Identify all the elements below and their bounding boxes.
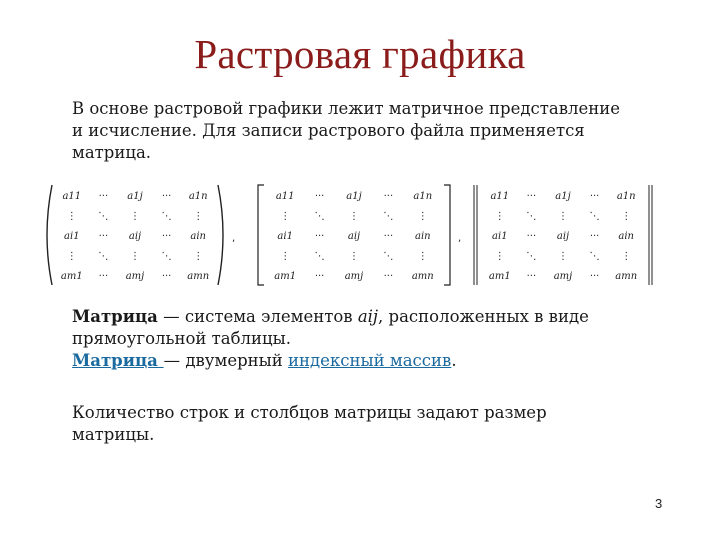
matrix-ellipsis: ⋱ bbox=[314, 251, 325, 262]
matrix-cell: amj bbox=[344, 271, 364, 282]
matrix-cell: am1 bbox=[60, 271, 83, 282]
matrix-ellipsis: ⋮ bbox=[349, 251, 359, 262]
matrix-ellipsis: ⋱ bbox=[589, 251, 600, 262]
matrix-cell: a1n bbox=[616, 191, 636, 202]
matrix-ellipsis: ··· bbox=[314, 231, 325, 242]
matrix-cell: aij bbox=[556, 231, 570, 242]
matrix-cell: a1j bbox=[555, 191, 571, 202]
matrix-ellipsis: ··· bbox=[589, 231, 600, 242]
matrix-cell: a1n bbox=[188, 191, 208, 202]
matrix-ellipsis: ⋮ bbox=[193, 251, 204, 262]
matrix-ellipsis: ··· bbox=[526, 231, 537, 242]
intro-line: и исчисление. Для записи растрового файла применяется bbox=[72, 121, 585, 140]
matrix-ellipsis: ⋮ bbox=[130, 211, 140, 222]
matrix-ellipsis: ⋱ bbox=[383, 251, 394, 262]
matrix-cell: a1j bbox=[127, 191, 143, 202]
matrix-ellipsis: ⋮ bbox=[280, 211, 291, 222]
matrix-ellipsis: ⋱ bbox=[98, 251, 109, 262]
definition-mid-text: — двумерный bbox=[163, 351, 289, 370]
matrix-ellipsis: ⋮ bbox=[130, 251, 140, 262]
matrix-cell: aij bbox=[128, 231, 142, 242]
matrix-ellipsis: ⋮ bbox=[66, 211, 77, 222]
size-line: Количество строк и столбцов матрицы задают размер bbox=[72, 403, 547, 422]
matrix-ellipsis: ··· bbox=[383, 191, 394, 202]
matrix-cell: aij bbox=[347, 231, 361, 242]
matrix-ellipsis: ··· bbox=[314, 271, 325, 282]
matrix-ellipsis: ⋮ bbox=[349, 211, 359, 222]
matrix-link[interactable]: Матрица bbox=[72, 351, 164, 370]
matrix-ellipsis: ··· bbox=[98, 231, 109, 242]
matrix-notations-figure bbox=[42, 183, 660, 287]
matrix-cell: ai1 bbox=[492, 231, 508, 242]
matrix-cell: amn bbox=[411, 271, 434, 282]
definition-text: — система элементов bbox=[157, 307, 358, 326]
matrix-ellipsis: ··· bbox=[383, 271, 394, 282]
matrix-ellipsis: ⋮ bbox=[494, 251, 505, 262]
definition-line-1 bbox=[72, 306, 682, 328]
definition-paragraph bbox=[72, 306, 682, 372]
matrix-cell: a1j bbox=[346, 191, 362, 202]
matrix-ellipsis: ··· bbox=[383, 231, 394, 242]
matrix-ellipsis: ⋱ bbox=[526, 251, 537, 262]
matrix-ellipsis: ··· bbox=[161, 191, 172, 202]
definition-term: Матрица bbox=[72, 307, 158, 326]
intro-line: В основе растровой графики лежит матричное представление bbox=[72, 99, 621, 118]
matrix-cell: ain bbox=[618, 231, 635, 242]
matrix-ellipsis: ⋮ bbox=[417, 251, 428, 262]
size-line: матрицы. bbox=[72, 425, 155, 444]
matrix-ellipsis: ⋱ bbox=[98, 211, 109, 222]
matrix-cell: ain bbox=[190, 231, 207, 242]
intro-line: матрица. bbox=[72, 143, 152, 162]
definition-variable: aij bbox=[357, 307, 379, 326]
index-array-link[interactable]: индексный массив bbox=[288, 351, 452, 370]
matrix-right-paren bbox=[218, 185, 223, 285]
matrix-ellipsis: ··· bbox=[589, 271, 600, 282]
matrix-ellipsis: ··· bbox=[161, 231, 172, 242]
matrix-ellipsis: ⋮ bbox=[558, 251, 568, 262]
matrix-cell: a11 bbox=[490, 191, 510, 202]
matrix-ellipsis: ⋮ bbox=[558, 211, 568, 222]
matrix-ellipsis: ⋱ bbox=[314, 211, 325, 222]
matrix-svg bbox=[42, 183, 660, 287]
matrix-ellipsis: ··· bbox=[98, 271, 109, 282]
matrix-ellipsis: ⋮ bbox=[494, 211, 505, 222]
matrix-ellipsis: ··· bbox=[161, 271, 172, 282]
matrix-ellipsis: ··· bbox=[98, 191, 109, 202]
matrix-left-bracket bbox=[258, 185, 264, 285]
matrix-ellipsis: ··· bbox=[526, 271, 537, 282]
matrix-cell: a11 bbox=[62, 191, 82, 202]
intro-paragraph bbox=[72, 98, 672, 164]
matrix-cell: a1n bbox=[413, 191, 433, 202]
matrix-ellipsis: ⋮ bbox=[66, 251, 77, 262]
matrix-cell: am1 bbox=[274, 271, 297, 282]
matrix-ellipsis: ⋱ bbox=[161, 211, 172, 222]
matrix-ellipsis: ⋱ bbox=[161, 251, 172, 262]
matrix-ellipsis: ⋮ bbox=[417, 211, 428, 222]
matrix-ellipsis: ⋮ bbox=[621, 211, 632, 222]
matrix-ellipsis: ⋱ bbox=[383, 211, 394, 222]
matrix-ellipsis: ⋮ bbox=[280, 251, 291, 262]
slide-title: Растровая графика bbox=[194, 31, 526, 77]
matrix-ellipsis: ··· bbox=[589, 191, 600, 202]
matrix-ellipsis: ⋮ bbox=[621, 251, 632, 262]
matrix-right-bracket bbox=[444, 185, 450, 285]
matrix-ellipsis: ⋱ bbox=[589, 211, 600, 222]
matrix-left-paren bbox=[47, 185, 52, 285]
definition-line-2: прямоугольной таблицы. bbox=[72, 329, 292, 348]
page-number: 3 bbox=[655, 496, 663, 511]
matrix-ellipsis: ⋱ bbox=[526, 211, 537, 222]
matrix-cell: amj bbox=[553, 271, 573, 282]
matrix-ellipsis: ··· bbox=[314, 191, 325, 202]
matrix-cell: amj bbox=[125, 271, 145, 282]
definition-text: , расположенных в виде bbox=[378, 307, 589, 326]
matrix-separator: , bbox=[458, 233, 462, 244]
matrix-ellipsis: ⋮ bbox=[193, 211, 204, 222]
matrix-cell: ain bbox=[414, 231, 431, 242]
matrix-cell: amn bbox=[187, 271, 210, 282]
definition-end-text: . bbox=[451, 351, 457, 370]
matrix-cell: ai1 bbox=[277, 231, 293, 242]
size-paragraph bbox=[72, 402, 682, 446]
matrix-separator: , bbox=[232, 233, 236, 244]
definition-line-3 bbox=[72, 350, 682, 372]
matrix-cell: ai1 bbox=[64, 231, 80, 242]
matrix-cell: am1 bbox=[488, 271, 511, 282]
matrix-cell: amn bbox=[615, 271, 638, 282]
matrix-ellipsis: ··· bbox=[526, 191, 537, 202]
matrix-cell: a11 bbox=[275, 191, 295, 202]
